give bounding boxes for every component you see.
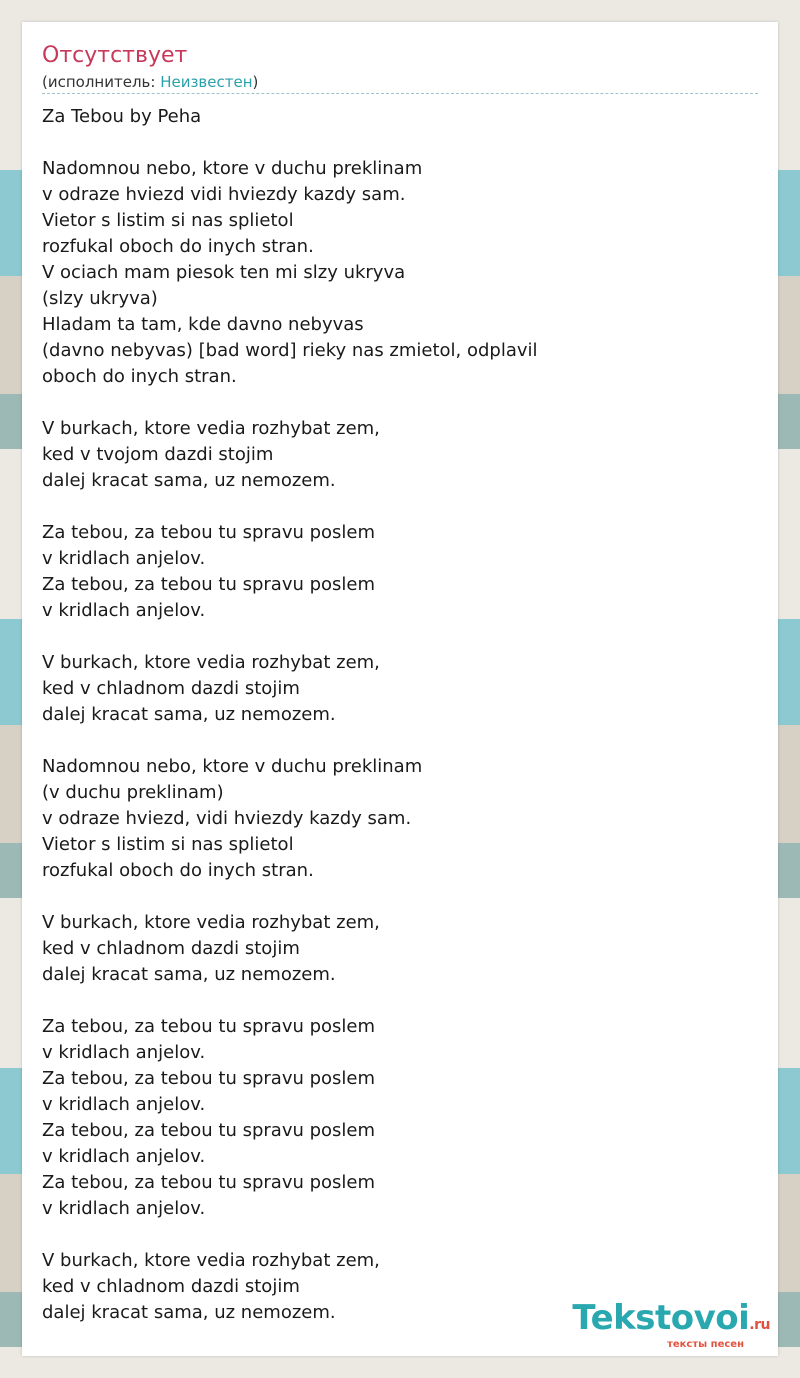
lyric-line: dalej kracat sama, uz nemozem. (42, 964, 336, 985)
dashed-divider (42, 93, 758, 94)
lyric-line: ked v chladnom dazdi stojim (42, 678, 300, 699)
lyric-line: v kridlach anjelov. (42, 1146, 206, 1167)
site-logo[interactable] (572, 1300, 770, 1350)
lyric-line (42, 390, 758, 416)
song-title: Отсутствует (42, 43, 188, 68)
lyric-line: v kridlach anjelov. (42, 1094, 206, 1115)
lyric-line: (slzy ukryva) (42, 288, 158, 309)
performer-suffix: ) (252, 73, 259, 91)
lyric-line (42, 884, 758, 910)
performer-prefix: (исполнитель: (42, 73, 161, 91)
lyric-line: Vietor s listim si nas splietol (42, 834, 294, 855)
lyric-line: v kridlach anjelov. (42, 1198, 206, 1219)
logo-tld: .ru (749, 1317, 770, 1333)
lyric-line: dalej kracat sama, uz nemozem. (42, 704, 336, 725)
lyric-line: ked v chladnom dazdi stojim (42, 938, 300, 959)
lyric-line: v odraze hviezd vidi hviezdy kazdy sam. (42, 184, 406, 205)
lyric-line (42, 130, 758, 156)
lyric-line: Za tebou, za tebou tu spravu poslem (42, 1068, 376, 1089)
lyric-line: Za tebou, za tebou tu spravu poslem (42, 1120, 376, 1141)
lyric-line: oboch do inych stran. (42, 366, 237, 387)
lyric-line (42, 494, 758, 520)
lyric-line: dalej kracat sama, uz nemozem. (42, 470, 336, 491)
lyric-line: V burkach, ktore vedia rozhybat zem, (42, 1250, 380, 1271)
lyrics-text (42, 104, 758, 1326)
lyric-line: Za tebou, za tebou tu spravu poslem (42, 522, 376, 543)
lyric-line (42, 728, 758, 754)
lyric-line: ked v chladnom dazdi stojim (42, 1276, 300, 1297)
lyric-line (42, 624, 758, 650)
lyrics-card (22, 22, 778, 1356)
lyric-line: V burkach, ktore vedia rozhybat zem, (42, 912, 380, 933)
logo-subtitle: тексты песен (667, 1339, 744, 1350)
lyric-line: Vietor s listim si nas splietol (42, 210, 294, 231)
lyric-line: v kridlach anjelov. (42, 548, 206, 569)
lyric-line: dalej kracat sama, uz nemozem. (42, 1302, 336, 1323)
performer-link[interactable]: Неизвестен (160, 73, 253, 91)
lyric-line: Za tebou, za tebou tu spravu poslem (42, 1016, 376, 1037)
lyric-line: Hladam ta tam, kde davno nebyvas (42, 314, 364, 335)
lyric-line: V burkach, ktore vedia rozhybat zem, (42, 418, 380, 439)
lyric-line: rozfukal oboch do inych stran. (42, 860, 314, 881)
performer-line (42, 72, 258, 92)
lyric-line: V ociach mam piesok ten mi slzy ukryva (42, 262, 406, 283)
lyric-line: v kridlach anjelov. (42, 600, 206, 621)
lyric-line: (v duchu preklinam) (42, 782, 224, 803)
lyric-line: V burkach, ktore vedia rozhybat zem, (42, 652, 380, 673)
lyric-line: Za tebou, za tebou tu spravu poslem (42, 1172, 376, 1193)
lyric-line: Nadomnou nebo, ktore v duchu preklinam (42, 756, 423, 777)
lyric-line (42, 1222, 758, 1248)
lyric-line: ked v tvojom dazdi stojim (42, 444, 274, 465)
lyric-line: v odraze hviezd, vidi hviezdy kazdy sam. (42, 808, 412, 829)
lyric-line: Nadomnou nebo, ktore v duchu preklinam (42, 158, 423, 179)
lyric-line: (davno nebyvas) [bad word] rieky nas zmietol, odplavil (42, 340, 538, 361)
lyric-line (42, 988, 758, 1014)
lyric-line: v kridlach anjelov. (42, 1042, 206, 1063)
lyric-line: rozfukal oboch do inych stran. (42, 236, 314, 257)
lyric-line: Za Tebou by Peha (42, 106, 202, 127)
logo-brand-name: Tekstovoi (572, 1298, 750, 1338)
lyric-line: Za tebou, za tebou tu spravu poslem (42, 574, 376, 595)
logo-brand (572, 1300, 770, 1343)
